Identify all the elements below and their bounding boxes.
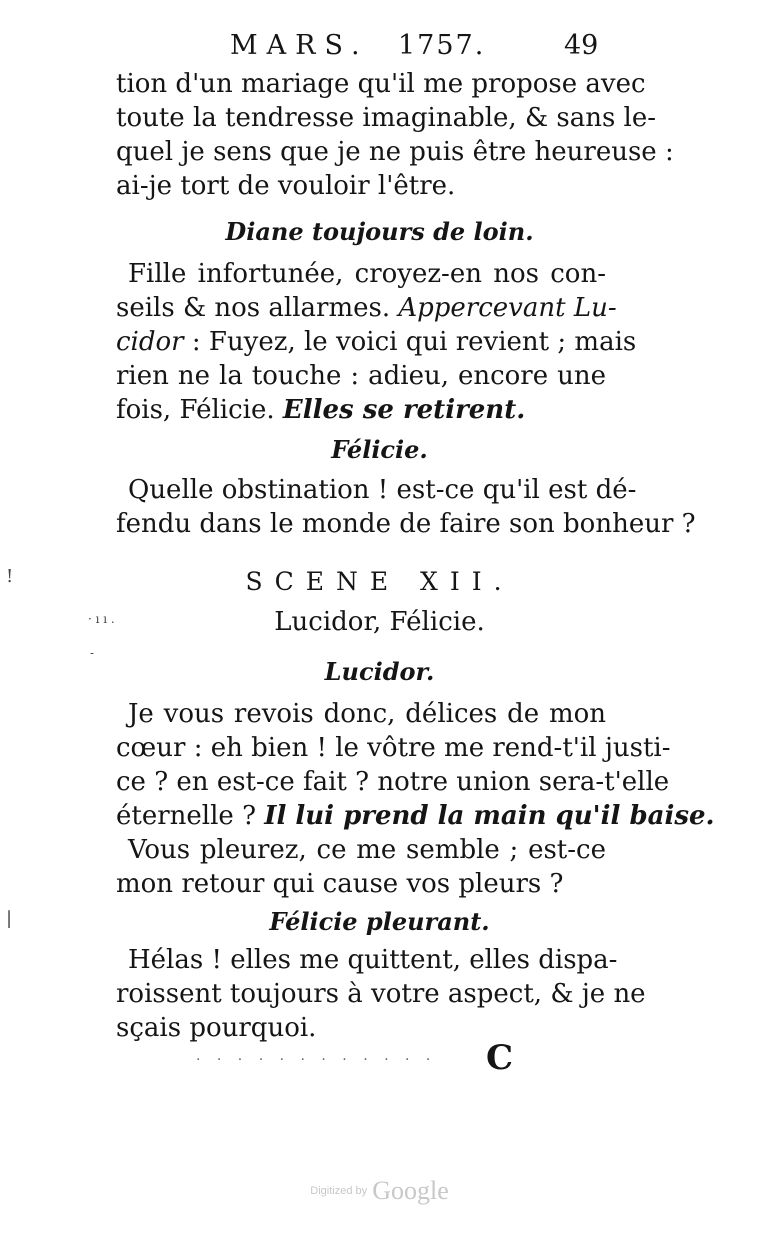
line-text: : Fuyez, le voici qui revient ; mais [191, 327, 637, 357]
signature-mark: C [486, 1038, 514, 1078]
stage-direction: Elles se retirent. [282, 395, 526, 425]
scan-speck: | [6, 908, 13, 929]
speaker-heading: Lucidor. [324, 657, 435, 686]
text-line: rien ne la touche : adieu, encore une [116, 361, 606, 391]
scan-dots: . . . . . . . . . . . . [196, 1048, 437, 1064]
text-line [116, 326, 637, 358]
scan-speck: ! [6, 566, 14, 587]
page-number: 49 [564, 30, 599, 61]
stage-direction: Il lui prend la main qu'il baise. [264, 801, 715, 831]
header-month: MARS. [230, 30, 369, 61]
text-line: Hélas ! elles me quittent, elles dispa- [128, 945, 618, 975]
text-line: mon retour qui cause vos pleurs ? [116, 869, 564, 899]
speaker-heading: Félicie. [331, 435, 428, 464]
header-year: 1757. [398, 30, 486, 61]
digitized-watermark [0, 1176, 759, 1206]
google-logo: Google [372, 1176, 449, 1205]
text-line: ce ? en est-ce fait ? notre union sera-t'elle [116, 767, 670, 797]
text-line [116, 394, 525, 426]
text-line: Fille infortunée, croyez-en nos con- [128, 259, 606, 289]
text-line: cœur : eh bien ! le vôtre me rend-t'il justi- [116, 733, 671, 763]
stage-direction: Appercevant Lu- [398, 293, 617, 323]
line-text: éternelle ? [116, 801, 257, 831]
stage-direction: cidor [116, 327, 184, 357]
text-line: sçais pourquoi. [116, 1013, 317, 1043]
speaker-heading: Diane toujours de loin. [225, 217, 534, 246]
text-line: tion d'un mariage qu'il me propose avec [116, 69, 646, 99]
watermark-prefix: Digitized by [310, 1185, 368, 1197]
text-line: Je vous revois donc, délices de mon [128, 699, 606, 729]
character-list: Lucidor, Félicie. [274, 607, 485, 637]
text-line: Vous pleurez, ce me semble ; est-ce [128, 835, 606, 865]
line-text: fois, Félicie. [116, 395, 275, 425]
text-line: fendu dans le monde de faire son bonheur ? [116, 509, 696, 539]
text-line: toute la tendresse imaginable, & sans le- [116, 103, 657, 133]
text-line: quel je sens que je ne puis être heureuse : [116, 137, 674, 167]
scan-speck: - [90, 646, 95, 660]
text-line: ai-je tort de vouloir l'être. [116, 171, 456, 201]
running-header [230, 30, 610, 70]
text-line [116, 800, 715, 832]
text-line: Quelle obstination ! est-ce qu'il est dé- [128, 475, 637, 505]
line-text: seils & nos allarmes. [116, 293, 391, 323]
scan-speck: · ı ı . [88, 612, 115, 626]
text-line [116, 292, 617, 324]
text-line: roissent toujours à votre aspect, & je ne [116, 979, 646, 1009]
speaker-heading: Félicie pleurant. [269, 907, 490, 936]
scene-title: SCENE XII. [245, 567, 514, 596]
